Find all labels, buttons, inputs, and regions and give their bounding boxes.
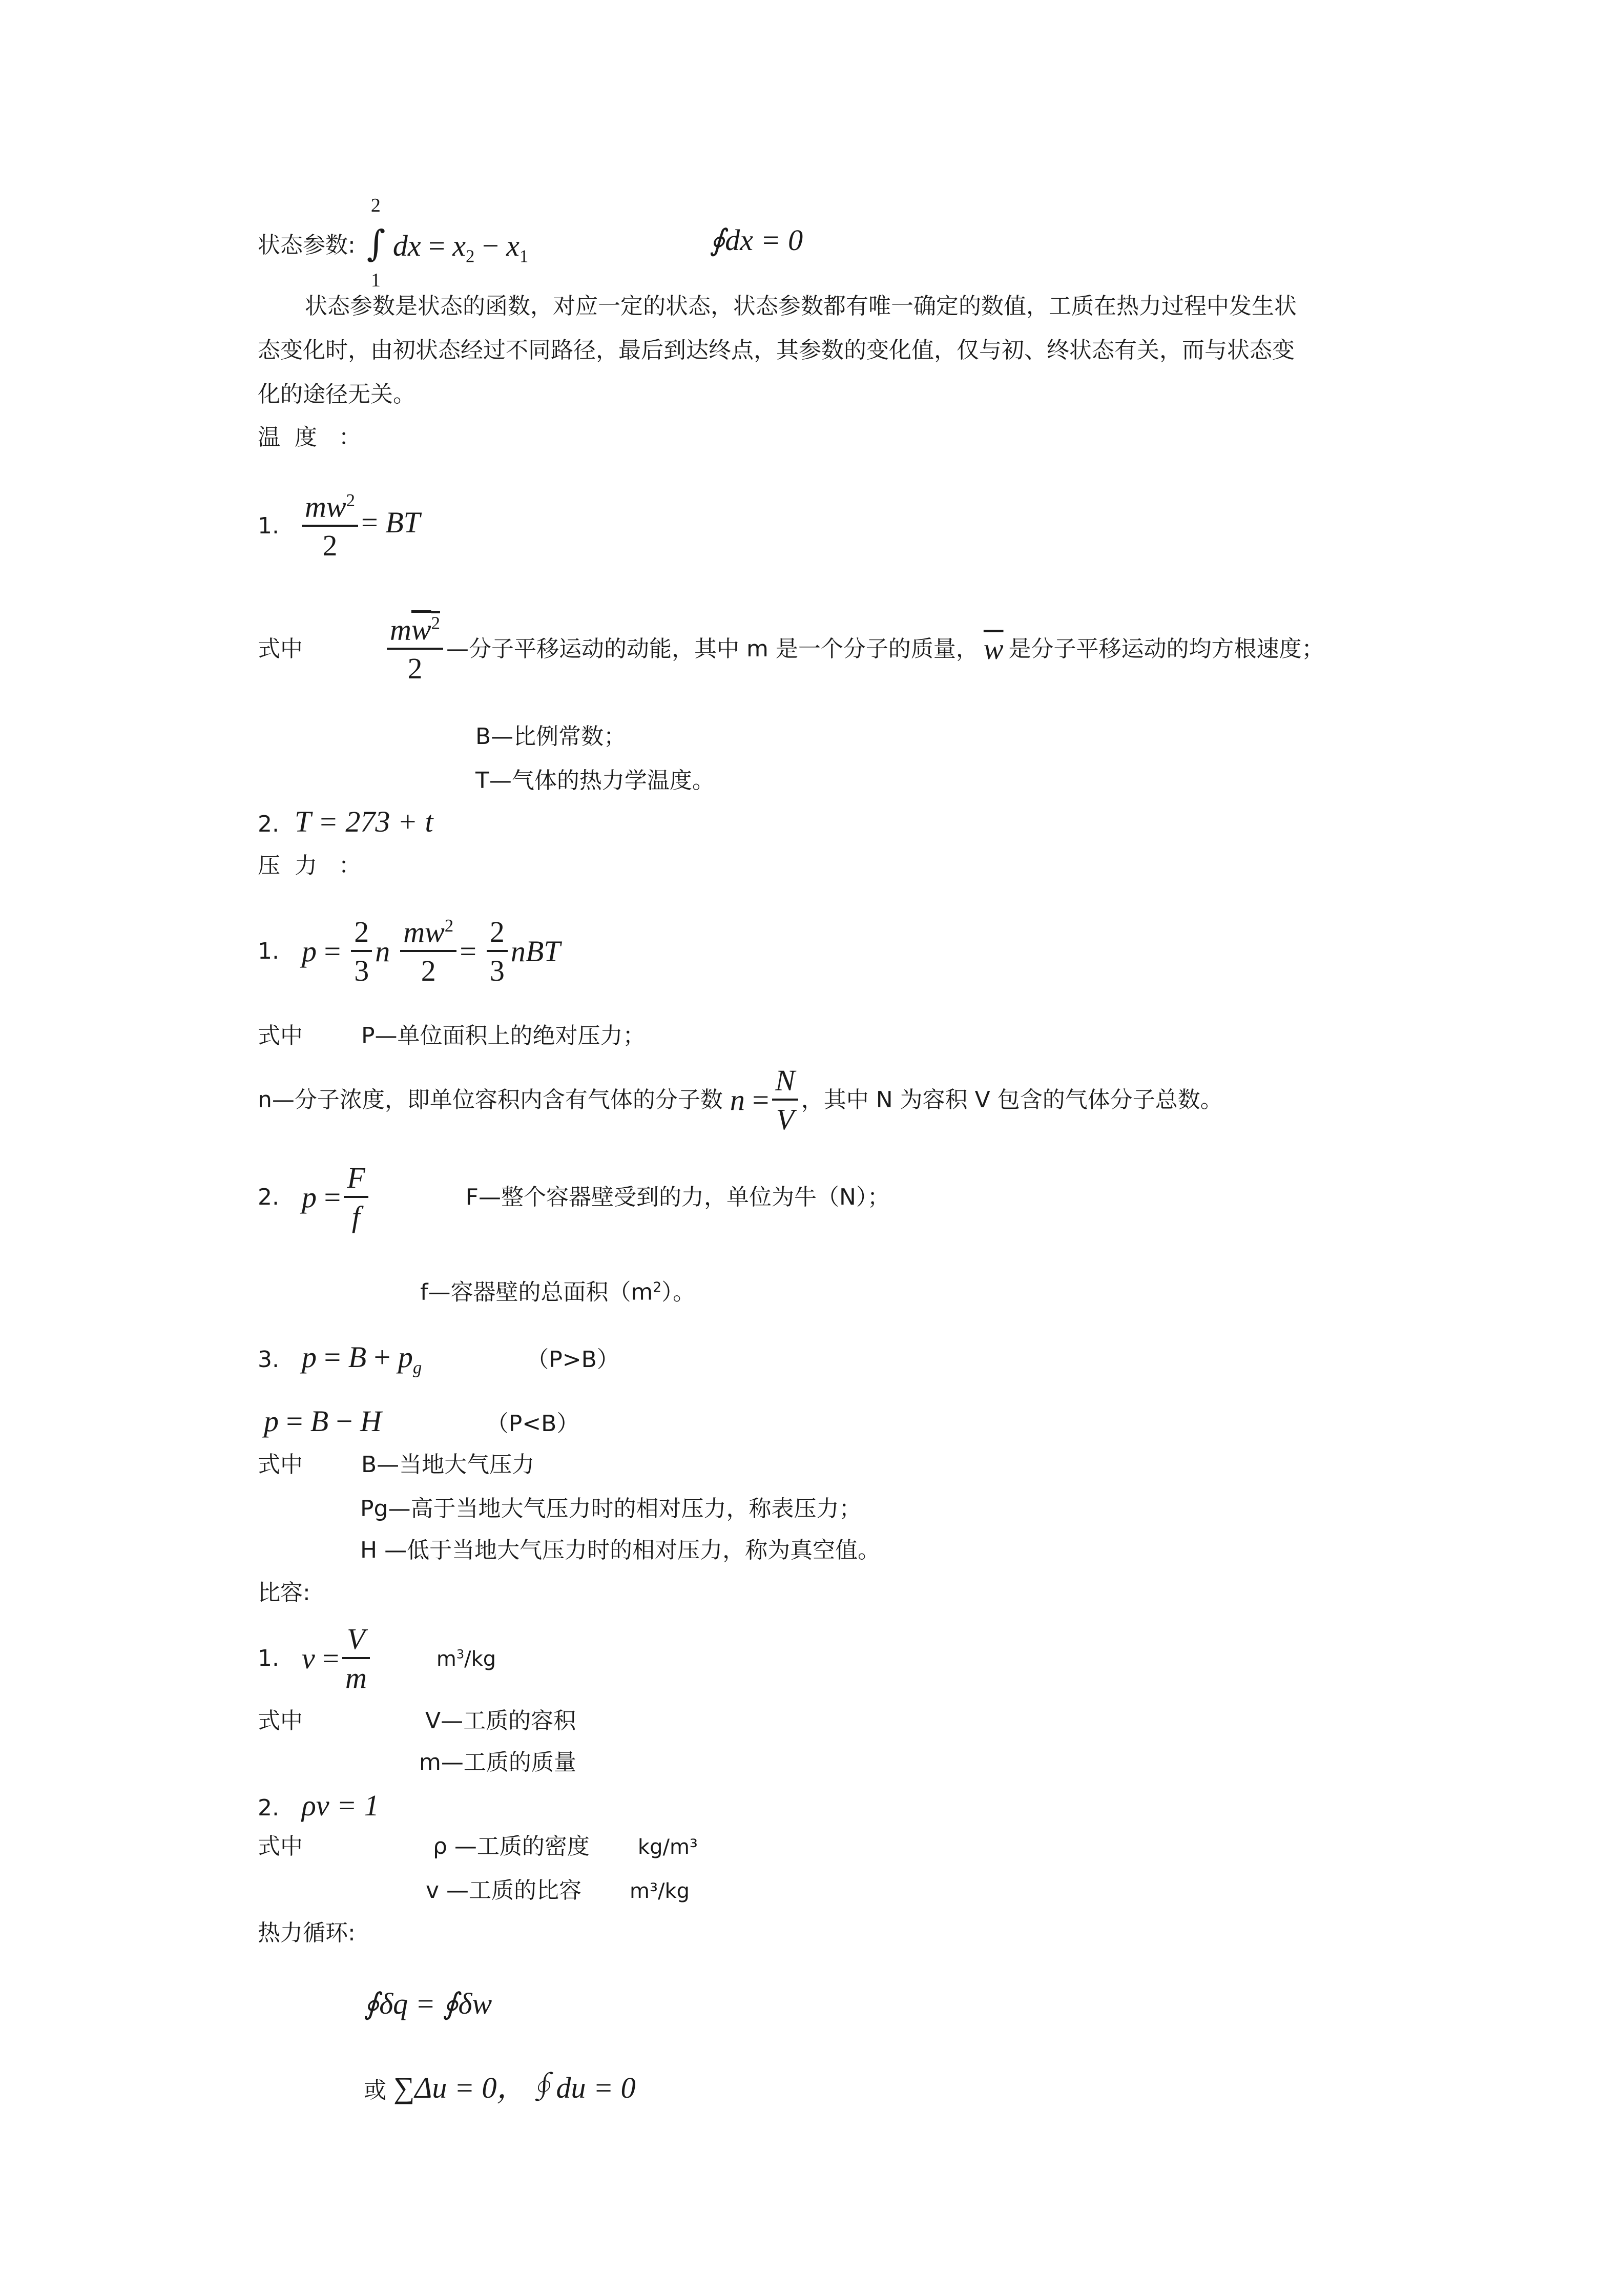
state-params-para-2: 态变化时，由初状态经过不同路径，最后到达终点，其参数的变化值，仅与初、终状态有关，而与状态变 (258, 337, 1295, 363)
pressure-where-b: 式中 B—当地大气压力 (258, 1452, 535, 1478)
state-params-label: 状态参数: (258, 232, 356, 259)
state-params-para-3: 化的途径无关。 (258, 381, 415, 407)
pressure-def-h: H —低于当地大气压力时的相对压力，称为真空值。 (360, 1537, 881, 1563)
closed-integral-eq: ∮dx = 0 (710, 223, 803, 257)
state-params-para-1: 状态参数是状态的函数，对应一定的状态，状态参数都有唯一确定的数值，工质在热力过程中发生状 (305, 293, 1297, 319)
cycle-eq2: 或 ∑Δu = 0，∮du = 0 (364, 2071, 636, 2104)
specific-volume-def-rho: 式中 ρ —工质的密度 kg/m³ (258, 1833, 698, 1859)
pressure-eq3: 3. $p = B + p_g$ （P>B） (258, 1340, 619, 1378)
pressure-eq2: 2. p = $\frac{F}{f}$ F—整个容器壁受到的力，单位为牛（N）； (258, 1161, 890, 1233)
cycle-eq1: ∮δq = ∮δw (364, 1987, 492, 2020)
fraction: $\frac{mw^2}{2}$ (302, 492, 358, 561)
temperature-heading: 温 度 ： (258, 424, 361, 450)
pressure-where-p: 式中 P—单位面积上的绝对压力； (258, 1023, 646, 1049)
specific-volume-eq1: 1. v = $\frac{V}{m}$ $m^3/kg$ (258, 1622, 496, 1694)
pressure-def-f: f—容器壁的总面积$(m^2)$。 (420, 1279, 696, 1306)
pressure-def-n: n—分子浓度，即单位容积内含有气体的分子数 n = $\frac{N}{V}$ ，其中 N 为容积 V 包含的气体分子总数。 (258, 1064, 1223, 1136)
cycle-heading: 热力循环: (258, 1920, 356, 1946)
kinetic-energy-fraction: $\frac{mw^2}{2}$ (387, 615, 443, 684)
temperature-eq1: 1. $\frac{mw^2}{2}$ = BT (258, 490, 420, 563)
pressure-eq1: 1. p = $\frac{2}{3}$ n $\frac{mw^2}{2}$ = $\frac{2}{3}$ nBT (258, 915, 560, 988)
temperature-def-b: B—比例常数； (475, 723, 627, 750)
pressure-eq3b: p = B − H （P<B） (264, 1404, 579, 1438)
specific-volume-def-v: v —工质的比容 m³/kg (426, 1877, 690, 1904)
specific-volume-def-m: m—工质的质量 (419, 1749, 576, 1775)
pressure-def-pg: Pg—高于当地大气压力时的相对压力，称表压力； (360, 1496, 862, 1522)
temperature-eq2: 2. T = 273 + t (258, 805, 433, 838)
integral-lower: 1 (370, 270, 381, 291)
pressure-heading: 压 力 ： (258, 853, 361, 879)
state-params-line (258, 195, 529, 291)
specific-volume-heading: 比容: (258, 1580, 310, 1606)
specific-volume-where: 式中 V—工质的容积 (258, 1708, 576, 1734)
temperature-def-t: T—气体的热力学温度。 (475, 768, 715, 794)
integral-upper: 2 (370, 195, 381, 216)
definite-integral: 2 ∫ 1 dx = $x_2 - x_1$ (366, 195, 529, 291)
temperature-where: 式中 $\frac{mw^2}{2}$ —分子平移运动的动能，其中 m 是一个分子的质量， $\overline{w}$ 是分子平移运动的均方根速度； (258, 613, 1324, 686)
specific-volume-eq2: 2. ρv = 1 (258, 1789, 379, 1822)
